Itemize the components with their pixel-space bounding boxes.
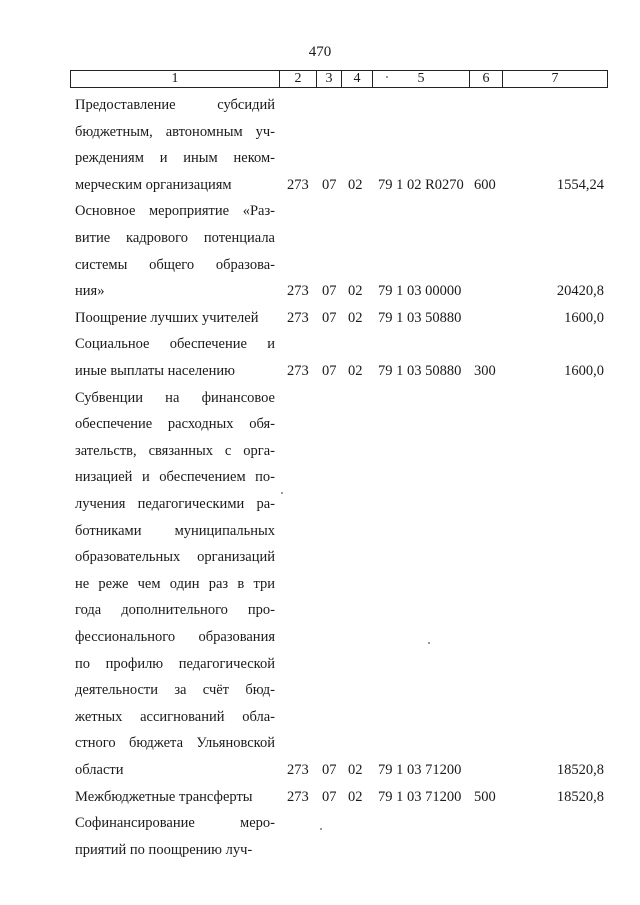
cell-col-5: 79 1 03 00000 [378,283,462,300]
cell-col-7: 18520,8 [556,788,604,805]
header-col-4: 4 [353,71,361,86]
description-line: обеспечение расходных обя- [75,416,275,433]
description-line: лучения педагогическими ра- [75,495,275,512]
cell-col-2: 273 [287,176,309,193]
description-line: по профилю педагогической [75,655,275,672]
description-line: образовательных организаций [75,549,275,566]
description-line: Субвенции на финансовое [75,389,275,406]
table-body [0,92,640,863]
header-col-7: 7 [551,71,559,86]
header-col-1: 1 [171,71,179,86]
cell-col-3: 07 [322,309,337,326]
cell-col-2: 273 [287,761,309,778]
table-row [0,810,640,863]
header-col-2: 2 [294,71,302,86]
description-line: ботниками муниципальных [75,522,275,539]
row-description [75,810,275,863]
description-line: года дополнительного про- [75,602,275,619]
description-line: витие кадрового потенциала [75,229,275,246]
description-line: стного бюджета Ульяновской [75,735,275,752]
cell-col-7: 1600,0 [564,362,604,379]
cell-col-3: 07 [322,362,337,379]
row-description [75,92,275,198]
description-line: Межбюджетные трансферты [75,788,253,805]
table-row [0,385,640,784]
cell-col-5: 79 1 03 50880 [378,309,462,326]
cell-col-5: 79 1 03 71200 [378,761,462,778]
table-row [0,305,640,332]
description-line: фессионального образования [75,628,275,645]
cell-col-7: 1554,24 [556,176,604,193]
cell-col-4: 02 [348,176,363,193]
description-line: бюджетным, автономным уч- [75,123,275,140]
scan-speck [386,76,388,78]
description-line: Софинансирование меро- [75,815,275,832]
table-row [0,92,640,198]
cell-col-2: 273 [287,309,309,326]
row-description [75,784,275,811]
description-line: приятий по поощрению луч- [75,841,253,858]
description-line: жетных ассигнований обла- [75,708,275,725]
description-line: Предоставление субсидий [75,97,275,113]
cell-col-4: 02 [348,788,363,805]
description-line: деятельности за счёт бюд- [75,682,275,699]
cell-col-6: 300 [474,362,496,379]
scan-speck [281,492,283,494]
cell-col-5: 79 1 03 50880 [378,362,462,379]
table-header [70,70,608,88]
description-line: области [75,761,124,778]
description-line: мерческим организациям [75,176,232,193]
header-col-3: 3 [325,71,333,86]
description-line: Поощрение лучших учителей [75,309,259,326]
description-line: реждениям и иным неком- [75,150,275,167]
description-line: иные выплаты населению [75,362,235,379]
scan-speck [320,828,322,830]
cell-col-5: 79 1 03 71200 [378,788,462,805]
cell-col-2: 273 [287,362,309,379]
row-description [75,305,275,332]
cell-col-3: 07 [322,788,337,805]
row-description [75,198,275,304]
cell-col-6: 600 [474,176,496,193]
cell-col-4: 02 [348,761,363,778]
cell-col-7: 1600,0 [564,309,604,326]
cell-col-7: 20420,8 [556,283,604,300]
row-description [75,385,275,784]
cell-col-2: 273 [287,788,309,805]
table-row [0,331,640,384]
description-line: зательств, связанных с орга- [75,442,275,459]
cell-col-4: 02 [348,362,363,379]
description-line: низацией и обеспечением по- [75,469,275,486]
row-description [75,331,275,384]
header-col-6: 6 [482,71,490,86]
cell-col-7: 18520,8 [556,761,604,778]
description-line: ния» [75,283,105,300]
table-row [0,784,640,811]
description-line: системы общего образова- [75,256,275,273]
header-col-5: 5 [417,71,425,86]
scan-speck [428,642,430,644]
cell-col-5: 79 1 02 R0270 [378,176,464,193]
cell-col-3: 07 [322,283,337,300]
cell-col-3: 07 [322,176,337,193]
cell-col-6: 500 [474,788,496,805]
table-row [0,198,640,304]
cell-col-3: 07 [322,761,337,778]
description-line: Социальное обеспечение и [75,336,275,353]
cell-col-4: 02 [348,309,363,326]
cell-col-2: 273 [287,283,309,300]
cell-col-4: 02 [348,283,363,300]
page-number: 470 [308,44,332,60]
description-line: не реже чем один раз в три [75,575,275,592]
description-line: Основное мероприятие «Раз- [75,203,275,220]
